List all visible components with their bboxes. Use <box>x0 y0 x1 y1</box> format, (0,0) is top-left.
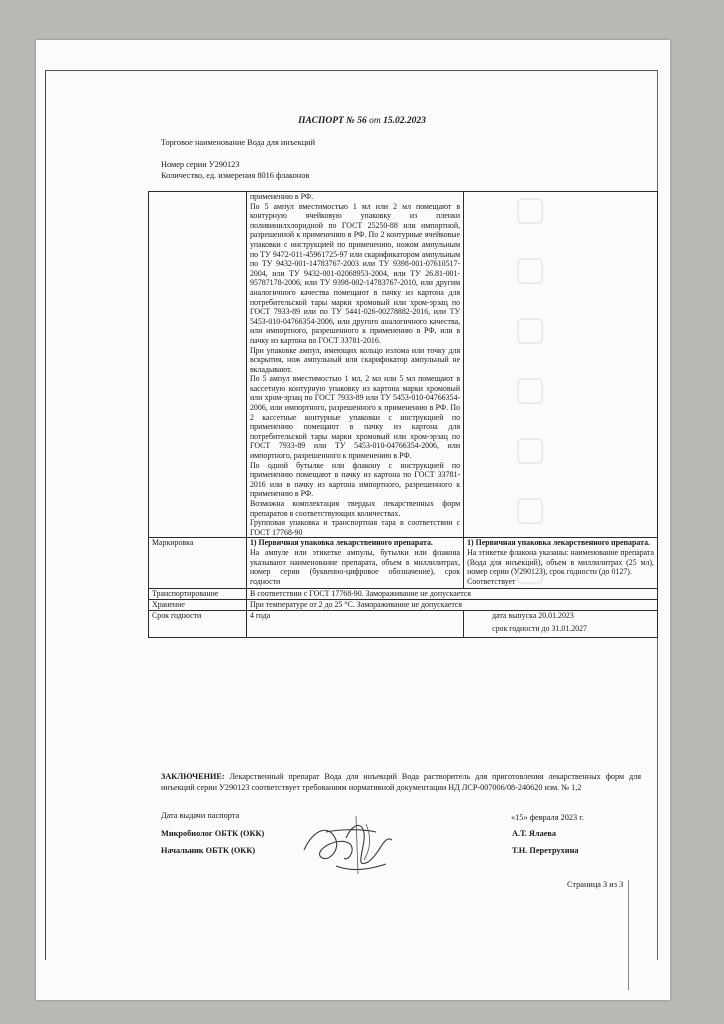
marking-res-status: Соответствует <box>467 576 516 586</box>
packaging-row <box>149 192 658 538</box>
shelf-life-dates <box>464 610 658 637</box>
marking-result <box>464 538 658 589</box>
shelf-life-row <box>149 610 658 637</box>
conclusion-text: Лекарственный препарат Вода для инъекций Вода растворитель для приготовления лекарственных форм для инъекций серии У290123 соответствует требованиям нормативной документации НД ЛСР-007006/08-240620 изм. № 1,2 <box>161 772 641 792</box>
transport-label: Транспортирование <box>149 589 247 600</box>
expiry-date: срок годности до 31.01.2027 <box>492 624 588 634</box>
packaging-requirements <box>246 192 463 538</box>
role-head: Начальник ОБТК (ОКК) <box>161 846 256 855</box>
signature-scribble <box>296 810 406 880</box>
date-prefix: от <box>369 116 381 126</box>
packaging-paragraph: По 5 ампул вместимостью 1 мл, 2 мл или 5 мл помещают в кассетную контурную упаковку из картона марки хромовый или хром-эрзац по ГОСТ 7933-89 или ТУ 5453-010-04766354-2006, или импортного, разрешенного к применению в РФ. По 2 кассетные контурные упаковки с инструкцией по применению помещают в пачку из картона для потребительской тары марки хромовый или хром-эрзац по ГОСТ 7933-89 или ТУ 5453-010-04766354-2006, или импортного, разрешенного к применению в РФ. <box>249 374 461 461</box>
series-number: Номер серии У290123 <box>161 160 240 169</box>
marking-row <box>149 538 658 589</box>
shelf-life-label: Срок годности <box>149 610 247 637</box>
conclusion-lead: ЗАКЛЮЧЕНИЕ: <box>161 772 225 781</box>
passport-number: ПАСПОРТ № 56 <box>298 116 367 126</box>
passport-table <box>148 191 658 638</box>
name-head: Т.Н. Перетрухина <box>512 846 579 855</box>
release-date: дата выпуска 20.01.2023 <box>492 610 574 620</box>
issue-date: «15» февраля 2023 г. <box>511 813 584 822</box>
name-microbiologist: А.Т. Ялаева <box>512 829 557 838</box>
packaging-paragraph: Групповая упаковка и транспортная тара в соответствии с ГОСТ 17768-90 <box>249 518 461 537</box>
quantity: Количество, ед. измерения 8016 флаконов <box>161 171 310 180</box>
role-microbiologist: Микробиолог ОБТК (ОКК) <box>161 829 265 838</box>
marking-req-body: На ампуле или этикетке ампулы, бутылки или флакона указывают наименование препарата, объем в миллилитрах, номер серии (буквенно-цифровое обозначение), срок годности <box>249 547 461 586</box>
frame-top-line <box>45 70 657 71</box>
storage-value: При температуре от 2 до 25 °С. Замораживание не допускается <box>246 599 657 610</box>
storage-row <box>149 599 658 610</box>
storage-label: Хранение <box>149 599 247 610</box>
transport-value: В соответствии с ГОСТ 17768-90. Замораживание не допускается <box>246 589 657 600</box>
marking-req-head: 1) Первичная упаковка лекарственного препарата. <box>249 538 433 548</box>
scan-edge-line <box>628 880 629 990</box>
packaging-paragraph: По одной бутылке или флакону с инструкцией по применению помещают в пачку из картона по ГОСТ 33781-2016 или в пачку из картона импортного, разрешенного к применению в РФ. <box>249 460 461 499</box>
packaging-paragraph: По 5 ампул вместимостью 1 мл или 2 мл помещают в контурную ячейковую упаковку из пленки поливинилхлоридной по ГОСТ 25250-88 или импортной, разрешенной к применению в РФ. По 2 контурные ячейковые упаковки с инструкцией по применению, ножом ампульным по ТУ 9472-011-45961725-97 или скарификатором ампульным по ТУ 9432-001-14783767-2003 или ТУ 9398-001-07610517-2004, или ТУ 9432-001-02068953-2004, или ТУ 26.81-001-95787178-2006, или ТУ 9398-002-14783767-2010, или другим аналогичного качества помещают в пачку из картона для потребительской тары марки хромовый или хром-эрзац по ГОСТ 7933-89 или по ТУ 5441-026-00278882-2016, или ТУ 5453-010-04766354-2006, или другого аналогичного качества, или импортного, разрешенного к применению в РФ, или в пачку из картона по ГОСТ 33781-2016. <box>249 201 461 345</box>
marking-res-body: На этикетке флакона указаны: наименование препарата (Вода для инъекций), объем в миллилитрах (25 мл), номер серии (У290123), срок годности (до 0127). <box>467 547 654 577</box>
passport-date: 15.02.2023 <box>383 116 426 126</box>
trade-name: Торговое наименование Вода для инъекций <box>161 138 316 147</box>
page-number: Страница 3 из 3 <box>567 880 624 889</box>
packaging-label-cell <box>149 192 247 538</box>
issue-date-label: Дата выдачи паспорта <box>161 811 240 820</box>
marking-label: Маркировка <box>149 538 247 589</box>
frame-left-line <box>45 70 46 960</box>
packaging-paragraph: применению в РФ. <box>249 192 314 201</box>
marking-requirement <box>246 538 463 589</box>
marking-res-head: 1) Первичная упаковка лекарственного препарата. <box>467 538 650 548</box>
transport-row <box>149 589 658 600</box>
packaging-paragraph: Возможна комплектация твердых лекарственных форм препаратов в соответствующих количествах. <box>249 499 461 518</box>
watermark-stamp: ▢ ▢ ▢ ▢ ▢ ▢ ▢ <box>513 191 547 588</box>
shelf-life-value: 4 года <box>246 610 463 637</box>
packaging-result-cell <box>464 192 658 538</box>
packaging-paragraph: При упаковке ампул, имеющих кольцо излома или точку для вскрытия, нож ампульный или скарификатор ампульный не вкладывают. <box>249 345 461 374</box>
conclusion <box>161 771 641 793</box>
passport-title <box>0 116 724 126</box>
